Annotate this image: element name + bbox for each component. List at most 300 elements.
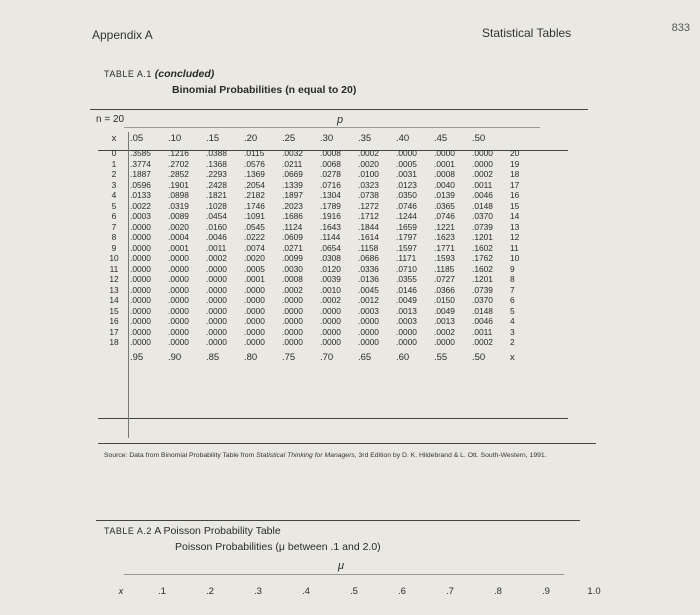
probability-cell: .0046 — [206, 232, 227, 242]
probability-cell: .0032 — [282, 148, 303, 158]
mu-header-cell: .1 — [158, 586, 166, 597]
mu-header-cell: .4 — [302, 586, 310, 597]
probability-cell: .0000 — [320, 326, 341, 337]
table-row — [98, 190, 530, 201]
probability-cell: .0004 — [168, 232, 189, 242]
mu-header-cell: .8 — [494, 586, 502, 597]
probability-cell: .0011 — [472, 326, 493, 337]
probability-cell: .0030 — [282, 263, 303, 274]
probability-cell: .1158 — [358, 242, 379, 253]
table-row — [98, 306, 530, 317]
probability-cell: .0000 — [168, 326, 189, 337]
mu-header-cell: .9 — [542, 586, 550, 597]
probability-cell: .0000 — [168, 337, 189, 347]
binomial-table — [98, 130, 530, 368]
probability-cell: .0000 — [130, 232, 151, 242]
mu-header-cell: .3 — [254, 586, 262, 597]
x-right-cell: 14 — [510, 211, 520, 221]
probability-cell: .0120 — [320, 263, 341, 274]
p-header-cell: .25 — [282, 133, 296, 144]
p-footer-cell: .50 — [472, 351, 486, 363]
probability-cell: .0133 — [130, 190, 151, 200]
table-row — [98, 148, 530, 159]
probability-cell: .1901 — [168, 179, 189, 190]
probability-cell: .0000 — [206, 326, 227, 337]
x-right-cell: 8 — [510, 274, 515, 284]
table-row — [98, 222, 530, 233]
p-header-cell: .40 — [396, 133, 410, 144]
probability-cell: .0000 — [434, 148, 455, 158]
probability-cell: .0609 — [282, 232, 303, 242]
table-row — [98, 243, 530, 254]
probability-cell: .0002 — [472, 169, 493, 179]
probability-cell: .0031 — [396, 169, 417, 179]
mu-header-cell: .2 — [206, 586, 214, 597]
probability-cell: .0148 — [472, 200, 493, 211]
probability-cell: .0012 — [358, 295, 379, 305]
probability-cell: .0049 — [434, 305, 455, 316]
probability-cell: .0011 — [206, 242, 227, 253]
probability-cell: .1368 — [206, 158, 227, 169]
x-value-cell: 4 — [111, 190, 117, 200]
probability-cell: .0336 — [358, 263, 379, 274]
probability-cell: .0000 — [244, 337, 265, 347]
table1-top-rule — [90, 109, 588, 110]
probability-cell: .0000 — [168, 284, 189, 295]
probability-cell: .0002 — [206, 253, 227, 263]
table-row — [98, 201, 530, 212]
x-right-cell: 19 — [510, 158, 520, 169]
table-row — [98, 180, 530, 191]
probability-cell: .0000 — [320, 337, 341, 347]
probability-cell: .1602 — [472, 242, 493, 253]
table-row — [98, 211, 530, 222]
table-row — [98, 285, 530, 296]
probability-cell: .0000 — [472, 158, 493, 169]
p-footer-cell: .65 — [358, 351, 372, 363]
probability-cell: .0005 — [396, 158, 417, 169]
probability-cell: .0002 — [472, 337, 493, 347]
x-right-cell: 20 — [510, 148, 520, 158]
probability-cell: .1762 — [472, 253, 493, 263]
probability-cell: .0002 — [320, 295, 341, 305]
probability-cell: .0000 — [472, 148, 493, 158]
x-value-cell: 6 — [111, 211, 117, 221]
p-footer-cell: .70 — [320, 351, 334, 363]
probability-cell: .1916 — [320, 211, 341, 221]
probability-cell: .0746 — [396, 200, 417, 211]
probability-cell: .0160 — [206, 221, 227, 232]
x-right-cell: 15 — [510, 200, 520, 211]
probability-cell: .0739 — [472, 284, 493, 295]
probability-cell: .0308 — [320, 253, 341, 263]
probability-cell: .0211 — [282, 158, 303, 169]
probability-cell: .2023 — [282, 200, 303, 211]
probability-cell: .0271 — [282, 242, 303, 253]
x-right-cell: 4 — [510, 316, 515, 326]
probability-cell: .0000 — [130, 337, 151, 347]
probability-cell: .0013 — [434, 316, 455, 326]
probability-cell: .0222 — [244, 232, 265, 242]
x-value-cell: 5 — [111, 200, 117, 211]
probability-cell: .1201 — [472, 232, 493, 242]
x-header-cell: x — [118, 586, 124, 597]
probability-cell: .0011 — [472, 179, 493, 190]
x-value-cell: 15 — [109, 305, 119, 316]
table2-title: A Poisson Probability Table — [154, 525, 281, 537]
p-footer-cell: .55 — [434, 351, 448, 363]
probability-cell: .2702 — [168, 158, 189, 169]
table1-header-row — [98, 130, 530, 148]
probability-cell: .0323 — [358, 179, 379, 190]
probability-cell: .1614 — [358, 232, 379, 242]
probability-cell: .0022 — [130, 200, 151, 211]
table2-label: TABLE A.2 — [104, 526, 152, 536]
x-right-cell: 10 — [510, 253, 520, 263]
p-footer-cell: .60 — [396, 351, 410, 363]
probability-cell: .0727 — [434, 274, 455, 284]
probability-cell: .0136 — [358, 274, 379, 284]
probability-cell: .0000 — [396, 337, 417, 347]
probability-cell: .0278 — [320, 169, 341, 179]
probability-cell: .0000 — [396, 148, 417, 158]
probability-cell: .1686 — [282, 211, 303, 221]
probability-cell: .0000 — [130, 295, 151, 305]
probability-cell: .0000 — [206, 305, 227, 316]
p-header-cell: .50 — [472, 133, 486, 144]
running-header-left: Appendix A — [92, 28, 153, 42]
probability-cell: .1091 — [244, 211, 265, 221]
probability-cell: .2428 — [206, 179, 227, 190]
probability-cell: .0738 — [358, 190, 379, 200]
probability-cell: .0000 — [282, 316, 303, 326]
probability-cell: .0000 — [206, 337, 227, 347]
probability-cell: .1771 — [434, 242, 455, 253]
probability-cell: .0000 — [244, 316, 265, 326]
probability-cell: .1821 — [206, 190, 227, 200]
table1-n-label: n = 20 — [96, 114, 125, 125]
x-right-cell: 17 — [510, 179, 520, 190]
table1-source-note — [104, 451, 624, 461]
x-right-cell: 7 — [510, 284, 515, 295]
probability-cell: .1369 — [244, 169, 265, 179]
x-right-cell: 9 — [510, 263, 515, 274]
blank-footer-cell — [98, 348, 130, 368]
table-row — [98, 159, 530, 170]
probability-cell: .0710 — [396, 263, 417, 274]
probability-cell: .0020 — [244, 253, 265, 263]
probability-cell: .0008 — [282, 274, 303, 284]
probability-cell: .0099 — [282, 253, 303, 263]
x-header-cell: x — [111, 133, 117, 144]
probability-cell: .0068 — [320, 158, 341, 169]
probability-cell: .0002 — [282, 284, 303, 295]
probability-cell: .0000 — [396, 326, 417, 337]
mu-header-cell: .5 — [350, 586, 358, 597]
probability-cell: .0355 — [396, 274, 417, 284]
x-right-cell: 13 — [510, 221, 520, 232]
probability-cell: .0008 — [320, 148, 341, 158]
x-footer-cell: x — [510, 351, 515, 363]
x-right-cell: 3 — [510, 326, 515, 337]
probability-cell: .0576 — [244, 158, 265, 169]
probability-cell: .0148 — [472, 305, 493, 316]
probability-cell: .0669 — [282, 169, 303, 179]
probability-cell: .0139 — [434, 190, 455, 200]
probability-cell: .0123 — [396, 179, 417, 190]
probability-cell: .0115 — [244, 148, 265, 158]
table2-subtitle: Poisson Probabilities (μ between .1 and 2.0) — [175, 541, 381, 553]
p-footer-cell: .90 — [168, 351, 182, 363]
table-row — [98, 253, 530, 264]
table-row — [98, 295, 530, 306]
probability-cell: .0746 — [434, 211, 455, 221]
p-header-cell: .15 — [206, 133, 220, 144]
probability-cell: .0898 — [168, 190, 189, 200]
probability-cell: .1171 — [396, 253, 417, 263]
probability-cell: .0100 — [358, 169, 379, 179]
probability-cell: .1339 — [282, 179, 303, 190]
x-value-cell: 0 — [111, 148, 117, 158]
probability-cell: .1659 — [396, 221, 417, 232]
probability-cell: .0000 — [130, 316, 151, 326]
probability-cell: .0000 — [244, 284, 265, 295]
probability-cell: .1712 — [358, 211, 379, 221]
table2-header-row — [104, 580, 618, 604]
probability-cell: .0000 — [130, 284, 151, 295]
probability-cell: .0686 — [358, 253, 379, 263]
table-row — [98, 316, 530, 327]
probability-cell: .1124 — [282, 221, 303, 232]
probability-cell: .0000 — [358, 326, 379, 337]
table1-body-bottom-rule — [98, 418, 568, 419]
probability-cell: .0003 — [130, 211, 151, 221]
mu-header-cell: .6 — [398, 586, 406, 597]
p-footer-cell: .85 — [206, 351, 220, 363]
probability-cell: .0000 — [358, 337, 379, 347]
probability-cell: .2852 — [168, 169, 189, 179]
x-right-cell: 18 — [510, 169, 520, 179]
probability-cell: .0000 — [168, 295, 189, 305]
source-title: Statistical Thinking for Managers, — [256, 452, 357, 459]
probability-cell: .0046 — [472, 316, 493, 326]
probability-cell: .0003 — [358, 305, 379, 316]
probability-cell: .0146 — [396, 284, 417, 295]
probability-cell: .0000 — [130, 253, 151, 263]
x-value-cell: 10 — [109, 253, 119, 263]
x-value-cell: 7 — [111, 221, 117, 232]
x-right-cell: 6 — [510, 295, 515, 305]
probability-cell: .0319 — [168, 200, 189, 211]
p-footer-cell: .80 — [244, 351, 258, 363]
p-footer-cell: .95 — [130, 351, 144, 363]
probability-cell: .0000 — [130, 326, 151, 337]
x-value-cell: 3 — [111, 179, 117, 190]
x-value-cell: 2 — [111, 169, 117, 179]
probability-cell: .0596 — [130, 179, 151, 190]
table1-label: TABLE A.1 — [104, 69, 152, 79]
probability-cell: .0000 — [282, 305, 303, 316]
x-right-cell: 2 — [510, 337, 515, 347]
probability-cell: .1185 — [434, 263, 455, 274]
x-value-cell: 14 — [109, 295, 119, 305]
probability-cell: .1844 — [358, 221, 379, 232]
probability-cell: .0370 — [472, 211, 493, 221]
probability-cell: .0150 — [434, 295, 455, 305]
probability-cell: .1887 — [130, 169, 151, 179]
probability-cell: .0000 — [130, 263, 151, 274]
x-right-cell: 16 — [510, 190, 520, 200]
source-prefix: Source: — [104, 452, 128, 459]
probability-cell: .0000 — [206, 274, 227, 284]
probability-cell: .0000 — [282, 326, 303, 337]
source-rest: 3rd Edition by D. K. Hildebrand & L. Ott. South-Western, 1991. — [358, 452, 547, 459]
table-row — [98, 337, 530, 348]
x-right-cell: 11 — [510, 242, 519, 253]
probability-cell: .1602 — [472, 263, 493, 274]
probability-cell: .1216 — [168, 148, 189, 158]
probability-cell: .1623 — [434, 232, 455, 242]
table-row — [98, 232, 530, 243]
p-header-cell: .10 — [168, 133, 182, 144]
probability-cell: .0388 — [206, 148, 227, 158]
probability-cell: .0039 — [320, 274, 341, 284]
probability-cell: .2054 — [244, 179, 265, 190]
x-value-cell: 13 — [109, 284, 119, 295]
p-header-cell: .45 — [434, 133, 448, 144]
x-value-cell: 12 — [109, 274, 119, 284]
table1-bottom-rule — [98, 443, 596, 444]
probability-cell: .0000 — [168, 316, 189, 326]
probability-cell: .0739 — [472, 221, 493, 232]
probability-cell: .1028 — [206, 200, 227, 211]
probability-cell: .3774 — [130, 158, 151, 169]
probability-cell: .1221 — [434, 221, 455, 232]
probability-cell: .0003 — [396, 316, 417, 326]
p-header-cell: .30 — [320, 133, 334, 144]
probability-cell: .0000 — [206, 316, 227, 326]
table1-p-label: p — [337, 114, 344, 126]
probability-cell: .0454 — [206, 211, 227, 221]
probability-cell: .1304 — [320, 190, 341, 200]
table2-mu-label: μ — [338, 560, 345, 572]
table2-top-rule — [96, 520, 580, 521]
probability-cell: .0001 — [168, 242, 189, 253]
x-value-cell: 16 — [109, 316, 119, 326]
mu-header-cell: .7 — [446, 586, 454, 597]
probability-cell: .0000 — [282, 337, 303, 347]
p-footer-cell: .75 — [282, 351, 296, 363]
probability-cell: .1272 — [358, 200, 379, 211]
table-row — [98, 274, 530, 285]
probability-cell: .0000 — [244, 305, 265, 316]
probability-cell: .0049 — [396, 295, 417, 305]
table-row — [98, 327, 530, 338]
probability-cell: .0000 — [434, 337, 455, 347]
table1-caption — [104, 68, 214, 80]
probability-cell: .0654 — [320, 242, 341, 253]
table-row — [98, 264, 530, 275]
probability-cell: .0001 — [244, 274, 265, 284]
probability-cell: .1244 — [396, 211, 417, 221]
p-header-cell: .35 — [358, 133, 372, 144]
probability-cell: .0000 — [320, 316, 341, 326]
probability-cell: .0010 — [320, 284, 341, 295]
poisson-table-header — [104, 580, 618, 604]
probability-cell: .0013 — [396, 305, 417, 316]
probability-cell: .0005 — [244, 263, 265, 274]
running-header-right: Statistical Tables — [482, 26, 572, 40]
x-value-cell: 9 — [111, 242, 117, 253]
x-right-cell: 5 — [510, 305, 515, 316]
table-row — [98, 169, 530, 180]
probability-cell: .0000 — [206, 263, 227, 274]
probability-cell: .0370 — [472, 295, 493, 305]
probability-cell: .0000 — [358, 316, 379, 326]
probability-cell: .1897 — [282, 190, 303, 200]
p-header-cell: .20 — [244, 133, 258, 144]
probability-cell: .0000 — [206, 295, 227, 305]
probability-cell: .2293 — [206, 169, 227, 179]
table2-header-rule — [124, 574, 564, 575]
probability-cell: .0000 — [168, 305, 189, 316]
x-value-cell: 11 — [109, 263, 119, 274]
x-value-cell: 17 — [109, 326, 119, 337]
source-text: Data from Binomial Probability Table from — [129, 452, 255, 459]
probability-cell: .0000 — [168, 274, 189, 284]
mu-header-cell: 1.0 — [587, 586, 601, 597]
probability-cell: .0365 — [434, 200, 455, 211]
probability-cell: .1593 — [434, 253, 455, 263]
probability-cell: .0000 — [168, 263, 189, 274]
p-header-cell: .05 — [130, 133, 144, 144]
probability-cell: .0074 — [244, 242, 265, 253]
probability-cell: .0545 — [244, 221, 265, 232]
probability-cell: .0000 — [206, 284, 227, 295]
probability-cell: .0045 — [358, 284, 379, 295]
probability-cell: .0000 — [244, 326, 265, 337]
x-value-cell: 1 — [111, 158, 117, 169]
table1-footer-row — [98, 348, 530, 368]
probability-cell: .0008 — [434, 169, 455, 179]
probability-cell: .0020 — [358, 158, 379, 169]
table1-concluded: (concluded) — [154, 68, 215, 80]
table1-subtitle: Binomial Probabilities (n equal to 20) — [172, 84, 357, 96]
x-right-cell: 12 — [510, 232, 520, 242]
probability-cell: .0020 — [168, 221, 189, 232]
probability-cell: .0366 — [434, 284, 455, 295]
probability-cell: .0000 — [130, 274, 151, 284]
page-number: 833 — [671, 22, 690, 34]
probability-cell: .0000 — [244, 295, 265, 305]
probability-cell: .0001 — [434, 158, 455, 169]
probability-cell: .0350 — [396, 190, 417, 200]
probability-cell: .1797 — [396, 232, 417, 242]
probability-cell: .3585 — [130, 148, 151, 158]
x-value-cell: 8 — [111, 232, 117, 242]
probability-cell: .0002 — [358, 148, 379, 158]
probability-cell: .1597 — [396, 242, 417, 253]
probability-cell: .0040 — [434, 179, 455, 190]
probability-cell: .1643 — [320, 221, 341, 232]
probability-cell: .0089 — [168, 211, 189, 221]
probability-cell: .0000 — [130, 221, 151, 232]
probability-cell: .0000 — [130, 242, 151, 253]
x-value-cell: 18 — [109, 337, 119, 347]
blank-header-cell — [510, 130, 530, 148]
probability-cell: .1201 — [472, 274, 493, 284]
probability-cell: .0000 — [130, 305, 151, 316]
